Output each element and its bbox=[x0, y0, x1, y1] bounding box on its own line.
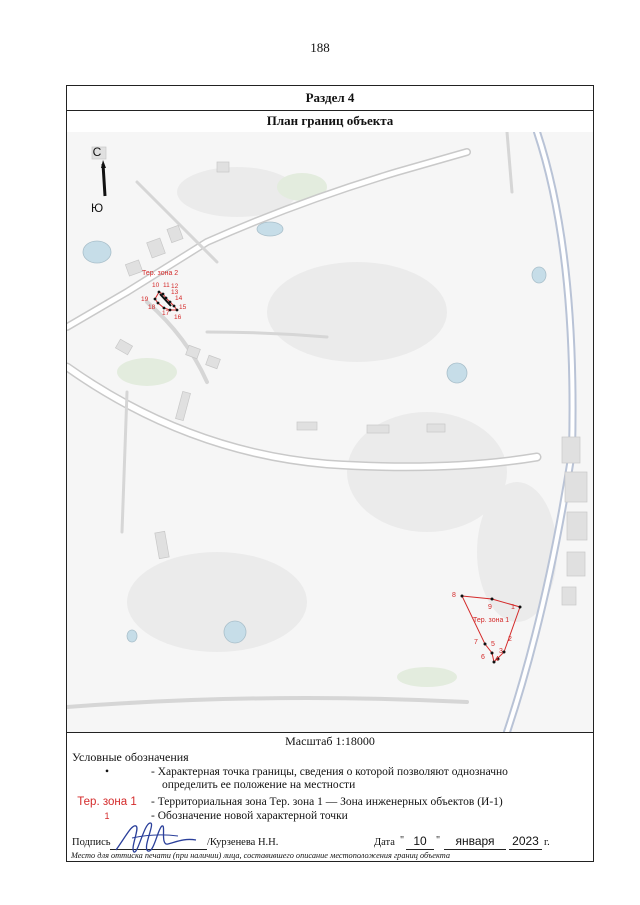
compass-north-label: С bbox=[92, 145, 102, 159]
date-day: 10 bbox=[406, 834, 434, 850]
boundary-map bbox=[67, 132, 593, 733]
legend-point-text-1: - Характерная точка границы, сведения о которой позволяют однозначно bbox=[151, 766, 508, 778]
point-label-5: 5 bbox=[491, 641, 495, 648]
point-label-10: 10 bbox=[152, 282, 160, 289]
point-label-8: 8 bbox=[452, 592, 456, 599]
point-label-6: 6 bbox=[481, 654, 485, 661]
legend-new-point-symbol: 1 bbox=[104, 811, 110, 821]
date-quote-open: " bbox=[400, 835, 405, 846]
point-label-4: 4 bbox=[495, 656, 499, 663]
section-title: Раздел 4 bbox=[67, 86, 593, 111]
scale-label: Масштаб 1:18000 bbox=[285, 734, 375, 748]
page-number: 188 bbox=[310, 40, 330, 55]
point-label-2: 2 bbox=[508, 636, 512, 643]
map-canvas bbox=[67, 132, 593, 732]
signature-row bbox=[72, 814, 588, 854]
point-label-14: 14 bbox=[175, 295, 183, 302]
document-frame bbox=[66, 85, 594, 862]
point-label-1: 1 bbox=[511, 604, 515, 611]
point-label-11: 11 bbox=[163, 282, 170, 289]
date-label: Дата bbox=[374, 837, 395, 848]
point-label-3: 3 bbox=[499, 648, 503, 655]
legend-point-symbol: • bbox=[104, 766, 110, 778]
point-label-15: 15 bbox=[179, 304, 187, 311]
point-label-13: 13 bbox=[171, 289, 179, 296]
legend-new-point-text: - Обозначение новой характерной точки bbox=[151, 810, 348, 822]
point-label-7: 7 bbox=[474, 639, 478, 646]
date-quote-close: " bbox=[436, 835, 441, 846]
zone-2-label: Тер. зона 2 bbox=[142, 270, 179, 277]
date-year: 2023 bbox=[509, 834, 542, 850]
zone-1-label: Тер. зона 1 bbox=[473, 617, 510, 624]
footnote: Место для оттиска печати (при наличии) лица, составившего описание местоположения границ объекта bbox=[71, 851, 450, 860]
signer-name: /Курзенева Н.Н. bbox=[207, 837, 279, 848]
point-label-19: 19 bbox=[141, 296, 149, 303]
signature-label: Подпись bbox=[72, 837, 111, 848]
legend-point-text-2: определить ее положение на местности bbox=[162, 779, 356, 791]
date-suffix: г. bbox=[544, 837, 550, 848]
legend-zone-text: - Территориальная зона Тер. зона 1 — Зона инженерных объектов (И-1) bbox=[151, 796, 503, 808]
point-label-16: 16 bbox=[174, 314, 182, 321]
point-label-17: 17 bbox=[162, 310, 170, 317]
legend-zone-symbol: Тер. зона 1 bbox=[77, 796, 137, 808]
point-label-12: 12 bbox=[171, 283, 179, 290]
point-label-18: 18 bbox=[148, 304, 156, 311]
legend-title: Условные обозначения bbox=[72, 750, 189, 764]
point-label-9: 9 bbox=[488, 604, 492, 611]
compass-south-label: Ю bbox=[90, 201, 104, 215]
date-month: января bbox=[444, 834, 506, 850]
plan-title: План границ объекта bbox=[67, 110, 593, 133]
